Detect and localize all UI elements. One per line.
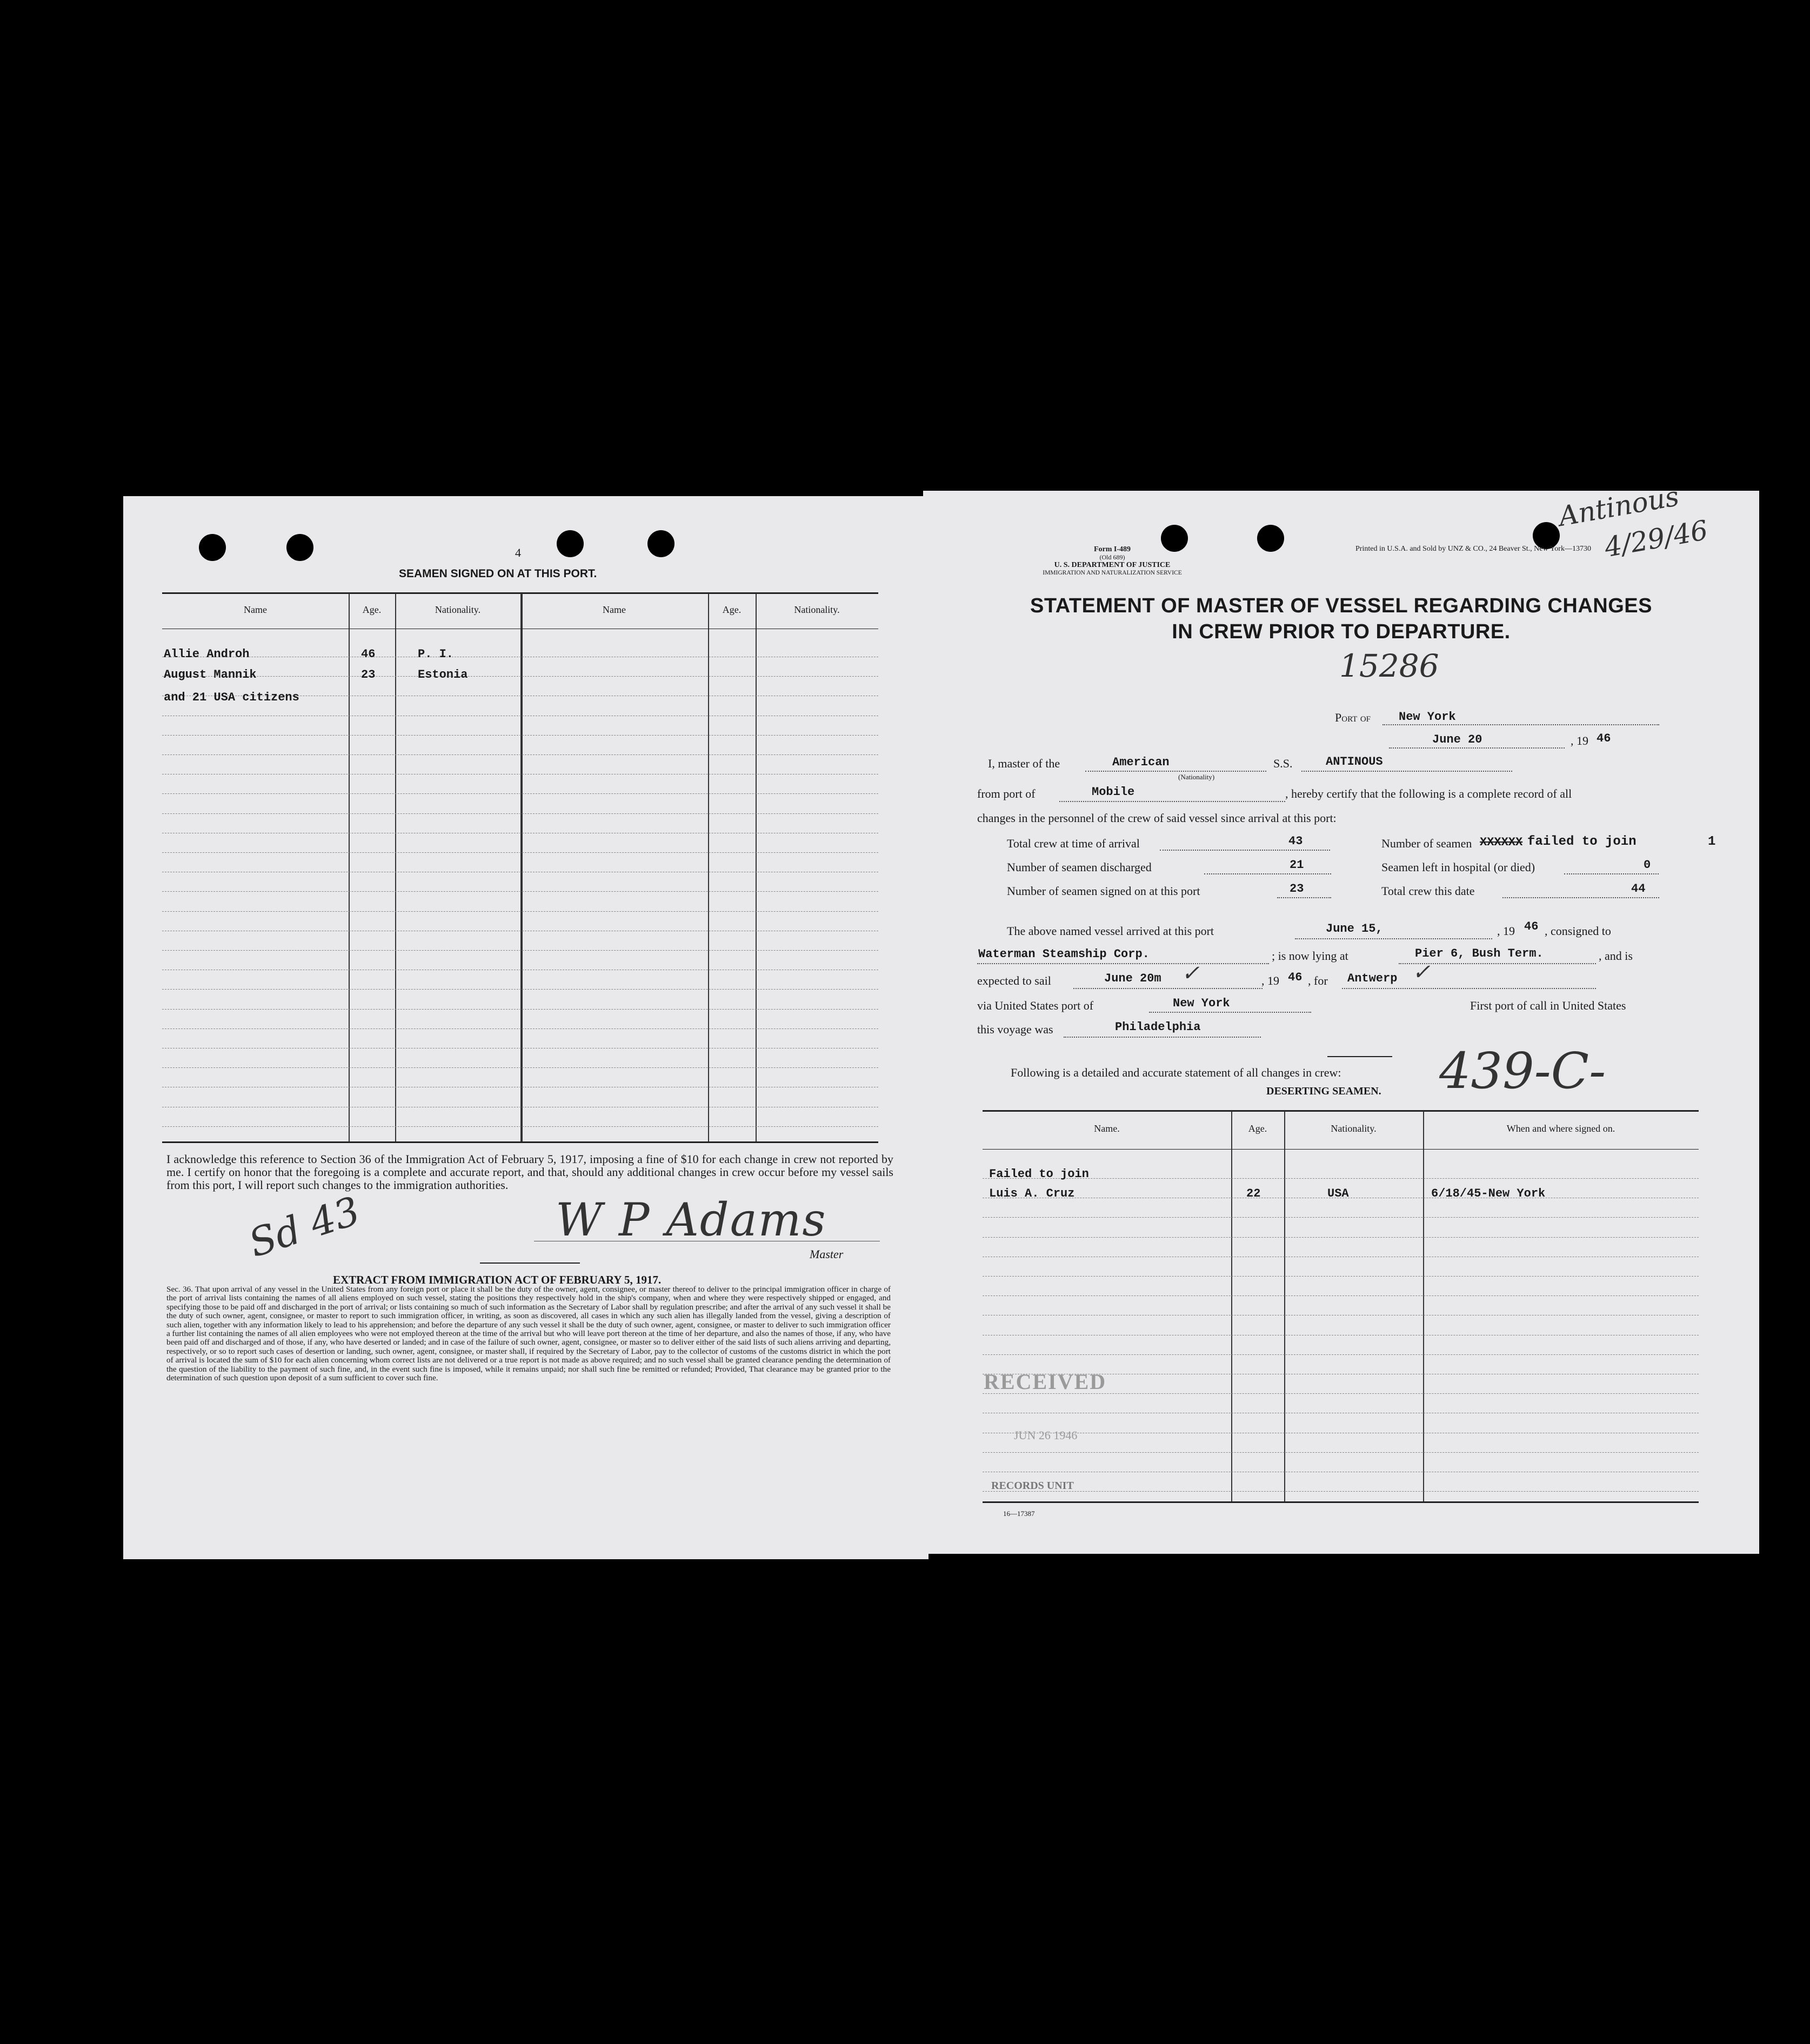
deserter-name: Failed to join: [989, 1167, 1089, 1181]
seaman-age: 46: [361, 647, 376, 661]
via-label: via United States port of: [977, 999, 1094, 1012]
consigned-label: , consigned to: [1545, 924, 1611, 938]
punch-hole: [199, 534, 226, 561]
deserted-count: 1: [1708, 834, 1716, 849]
col-header-name: Name.: [1094, 1123, 1120, 1134]
for-label: , for: [1308, 974, 1328, 987]
discharged-label: Number of seamen discharged: [1007, 860, 1152, 874]
vessel-name: ANTINOUS: [1326, 755, 1383, 769]
sail-year-prefix: , 19: [1261, 974, 1279, 987]
col-header-name-2: Name: [603, 604, 626, 615]
footer-code: 16—17387: [1003, 1509, 1035, 1518]
col-header-nationality: Nationality.: [1331, 1123, 1377, 1134]
row-line: [983, 1217, 1699, 1218]
field-leader: [1149, 1012, 1311, 1013]
field-leader: [1389, 747, 1565, 749]
col-header-age: Age.: [362, 604, 382, 615]
row-line: [162, 735, 878, 736]
field-leader: [1073, 988, 1263, 989]
sail-year: 46: [1288, 971, 1303, 984]
year-prefix: , 19: [1571, 734, 1588, 747]
row-line: [983, 1276, 1699, 1277]
extract-title: EXTRACT FROM IMMIGRATION ACT OF FEBRUARY 5, 1917.: [333, 1273, 662, 1286]
total-crew-label: Total crew at time of arrival: [1007, 837, 1140, 850]
check-mark-icon: ✓: [1412, 960, 1431, 985]
seaman-name: and 21 USA citizens: [164, 691, 299, 704]
deserting-title: DESERTING SEAMEN.: [1266, 1085, 1381, 1097]
seaman-nationality: Estonia: [418, 668, 468, 682]
and-is-text: , and is: [1599, 949, 1633, 963]
seaman-name: Allie Androh: [164, 647, 250, 661]
sail-date-value: June 20m: [1104, 972, 1161, 985]
destination-value: Antwerp: [1347, 972, 1398, 985]
ss-label: S.S.: [1273, 757, 1293, 770]
col-header-name: Name: [244, 604, 267, 615]
year-value: 46: [1597, 732, 1611, 745]
punch-hole: [647, 530, 674, 557]
handwritten-date: 4/29/46: [1602, 514, 1711, 564]
changes-text: changes in the personnel of the crew of said vessel since arrival at this port:: [977, 811, 1337, 825]
row-line: [162, 989, 878, 990]
consignee-value: Waterman Steamship Corp.: [978, 947, 1150, 961]
form-title-line2: IN CREW PRIOR TO DEPARTURE.: [1172, 620, 1511, 643]
field-leader: [1301, 771, 1512, 772]
voyage-label: this voyage was: [977, 1023, 1053, 1036]
initials-handwritten: Sd 43: [243, 1187, 365, 1266]
row-line: [983, 1354, 1699, 1355]
seaman-age: 23: [361, 668, 376, 682]
punch-hole: [1257, 525, 1284, 552]
col-header-age-2: Age.: [722, 604, 742, 615]
field-leader: [1160, 850, 1330, 851]
col-header-nationality: Nationality.: [435, 604, 481, 615]
deserted-label: Number of seamen: [1381, 837, 1472, 850]
field-leader: [1064, 1037, 1261, 1038]
punch-hole: [286, 534, 313, 561]
field-leader: [1382, 724, 1659, 725]
form-title-line1: STATEMENT OF MASTER OF VESSEL REGARDING CHANGES: [1030, 595, 1652, 617]
handwritten-vessel-name: Antinous: [1556, 480, 1681, 533]
divider: [480, 1263, 580, 1264]
form-old: (Old 689): [1099, 553, 1125, 561]
row-line: [162, 1028, 878, 1029]
row-line: [983, 1295, 1699, 1296]
page-number: 4: [515, 546, 521, 559]
column-divider: [1423, 1111, 1424, 1501]
field-leader: [1085, 771, 1266, 772]
total-date-value: 44: [1631, 882, 1646, 896]
signed-on-label: Number of seamen signed on at this port: [1007, 884, 1200, 898]
extract-text: Sec. 36. That upon arrival of any vessel in the United States from any foreign port or place it shall be the duty of the owner, agent, consignee, or master thereof to deliver to the principal immigration officer in charge of the port of arrival lists containing the names of all aliens employed on such vessel, stating the positions they respectively hold in the ship's company, when and where they were respectively shipped or engaged, and specifying those to be paid off and discharged in the port of arrival; or lists containing so much of such information as the Secretary of Labor shall by regulation prescribe; and after the arrival of any such vessel it shall be the duty of such owner, agent, consignee, or master to report to such immigration officer, in writing, as soon as discovered, all cases in which any such alien has illegally landed from the vessel, giving a description of such alien, together with any information likely to lead to his apprehension; and before the departure of any such vessel it shall be the duty of such owner, agent, consignee, or master to deliver to such immigration officer a further list containing the names of all alien employees who were not employed thereon at the time of the arrival but who will leave port thereon at the time of her departure, and also the names of those, if any, who have been paid off and discharged and of those, if any, who have deserted or landed; and in case of the failure of such owner, agent, consignee, or master so to deliver either of the said lists of such aliens arriving and departing, respectively, or so to report such cases of desertion or landing, such owner, agent, consignee, or master shall, if required by the Secretary of Labor, pay to the collector of customs of the customs district in which the port of arrival is located the sum of $10 for each alien concerning whom correct lists are not delivered or a true report is not made as above required; and no such vessel shall be granted clearance pending the determination of the question of the liability to the payment of such fine, and, in the event such fine is imposed, while it remains unpaid; nor shall such fine be remitted or refunded; Provided, That clearance may be granted prior to the determination of such question upon deposit of a sum sufficient to cover such fine.: [166, 1285, 891, 1383]
divider: [1327, 1056, 1392, 1057]
port-value: New York: [1399, 710, 1456, 724]
first-port-label: First port of call in United States: [1470, 999, 1626, 1012]
from-port-label: from port of: [977, 787, 1036, 800]
row-line: [162, 1067, 878, 1068]
row-line: [162, 754, 878, 755]
row-line: [162, 891, 878, 892]
field-leader: [1564, 873, 1659, 874]
date-value: June 20: [1432, 733, 1482, 746]
department: U. S. DEPARTMENT OF JUSTICE: [1054, 561, 1171, 569]
total-crew-value: 43: [1288, 834, 1303, 848]
handwritten-code: 439-C-: [1439, 1042, 1606, 1100]
discharged-value: 21: [1290, 858, 1304, 872]
first-port-value: Philadelphia: [1115, 1020, 1201, 1034]
master-of-label: I, master of the: [988, 757, 1060, 770]
following-text: Following is a detailed and accurate statement of all changes in crew:: [1011, 1066, 1341, 1079]
lying-label: ; is now lying at: [1272, 949, 1348, 963]
col-header-nationality-2: Nationality.: [794, 604, 840, 615]
deserter-age: 22: [1246, 1187, 1261, 1200]
row-line: [162, 1009, 878, 1010]
arrived-year: 46: [1524, 920, 1539, 933]
lying-value: Pier 6, Bush Term.: [1415, 947, 1544, 960]
table-bottom-rule: [983, 1501, 1699, 1503]
field-leader: [1502, 897, 1659, 898]
table-bottom-rule: [162, 1141, 878, 1143]
master-label: Master: [810, 1247, 844, 1261]
field-leader: [1204, 873, 1331, 874]
column-divider: [1284, 1111, 1285, 1501]
file-number-handwritten: 15286: [1339, 647, 1439, 684]
received-stamp: RECEIVED: [984, 1370, 1107, 1394]
from-port-value: Mobile: [1092, 785, 1135, 799]
records-unit-stamp: RECORDS UNIT: [991, 1480, 1074, 1492]
struck-text: XXXXXX: [1480, 836, 1523, 849]
table-top-rule: [983, 1110, 1699, 1112]
header-rule: [983, 1149, 1699, 1150]
right-page: [923, 480, 1759, 1554]
row-line: [162, 793, 878, 794]
nationality-value: American: [1112, 756, 1170, 769]
row-line: [983, 1237, 1699, 1238]
row-line: [162, 813, 878, 814]
row-line: [983, 1452, 1699, 1453]
hospital-value: 0: [1644, 858, 1651, 872]
row-line: [983, 1491, 1699, 1492]
row-line: [162, 1126, 878, 1127]
deserter-signed-on: 6/18/45-New York: [1431, 1187, 1546, 1200]
row-line: [162, 911, 878, 912]
field-leader: [977, 963, 1269, 964]
signed-on-value: 23: [1290, 882, 1304, 896]
received-stamp-date: JUN 26 1946: [1014, 1428, 1078, 1442]
expected-label: expected to sail: [977, 974, 1051, 987]
arrived-year-prefix: , 19: [1497, 924, 1515, 938]
column-divider: [1231, 1111, 1232, 1501]
row-line: [162, 950, 878, 951]
left-page: [123, 496, 929, 1559]
arrived-date-value: June 15,: [1326, 922, 1383, 936]
section-title: SEAMEN SIGNED ON AT THIS PORT.: [399, 567, 597, 580]
printer-line: Printed in U.S.A. and Sold by UNZ & CO., 24 Beaver St., New York—13730: [1355, 545, 1591, 553]
port-label: Port of: [1335, 711, 1371, 724]
col-header-age: Age.: [1248, 1123, 1267, 1134]
total-date-label: Total crew this date: [1381, 884, 1475, 898]
arrived-label: The above named vessel arrived at this port: [1007, 924, 1214, 938]
seaman-nationality: P. I.: [418, 647, 454, 661]
row-line: [162, 676, 878, 677]
check-mark-icon: ✓: [1181, 961, 1200, 986]
punch-hole: [557, 530, 584, 557]
row-line: [162, 852, 878, 853]
field-leader: [1059, 801, 1285, 802]
row-line: [983, 1178, 1699, 1179]
deserted-type: failed to join: [1527, 834, 1637, 849]
hospital-label: Seamen left in hospital (or died): [1381, 860, 1535, 874]
field-leader: [1277, 897, 1331, 898]
seaman-name: August Mannik: [164, 668, 257, 682]
nationality-caption: (Nationality): [1178, 773, 1215, 781]
field-leader: [1342, 988, 1596, 989]
via-port-value: New York: [1173, 997, 1230, 1010]
master-signature: W P Adams: [556, 1193, 827, 1246]
certify-text: , hereby certify that the following is a complete record of all: [1285, 787, 1572, 800]
service: IMMIGRATION AND NATURALIZATION SERVICE: [1043, 570, 1182, 576]
col-header-signed: When and where signed on.: [1506, 1123, 1615, 1134]
field-leader: [1295, 938, 1492, 939]
deserter-name: Luis A. Cruz: [989, 1187, 1075, 1200]
deserter-nationality: USA: [1327, 1187, 1349, 1200]
acknowledgment-text: I acknowledge this reference to Section 36 of the Immigration Act of February 5, 1917, imposing a fine of $10 for each change in crew not reported by me. I certify on honor that the foregoing is a complete and accurate report, and that, should any additional changes in crew occur before my vessel sails from this port, I will report such changes to the immigration authorities.: [166, 1152, 893, 1192]
form-number: Form I-489: [1093, 545, 1131, 553]
